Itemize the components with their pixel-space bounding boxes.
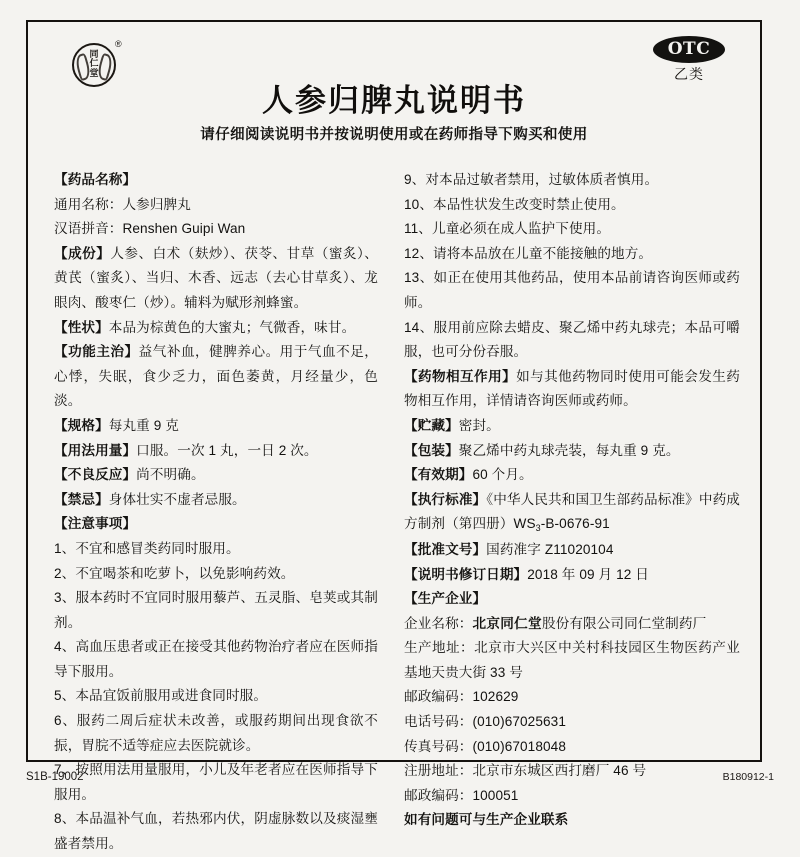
logo-char-3: 堂 [89, 68, 99, 79]
section-label: 【用法用量】 [54, 442, 137, 458]
footer-left-code: S1B-19002 [26, 771, 84, 783]
section-text: 通用名称：人参归脾丸 [54, 196, 191, 212]
otc-category-label: 乙类 [674, 66, 704, 82]
leaflet-line [404, 193, 740, 218]
footer-right-code: B180912-1 [722, 771, 774, 783]
section-text: 口服。一次 1 丸，一日 2 次。 [136, 442, 318, 458]
section-text: 密封。 [458, 417, 500, 433]
section-label: 【批准文号】 [404, 541, 487, 557]
section-text: 4、高血压患者或正在接受其他药物治疗者应在医师指导下服用。 [54, 639, 378, 679]
manufacturer-detail-row [404, 710, 740, 735]
manufacturer-detail-value: (010)67018048 [472, 738, 566, 754]
section-text: 益气补血，健脾养心。用于气血不足，心悸，失眠，食少乏力，面色萎黄，月经量少，色淡。 [54, 344, 379, 409]
leaflet-line [404, 414, 740, 439]
section-text: 12、请将本品放在儿童不能接触的地方。 [404, 245, 653, 261]
leaflet-line [54, 635, 378, 684]
manufacturer-detail-row [404, 784, 740, 809]
leaflet-line [54, 684, 378, 709]
leaflet-line [54, 168, 378, 193]
manufacturer-detail-label: 邮政编码： [404, 689, 473, 705]
logo-circle-icon [72, 43, 116, 87]
section-label: 【功能主治】 [54, 344, 139, 360]
section-text: 尚不明确。 [136, 467, 205, 483]
leaflet-line [54, 316, 378, 341]
manufacturer-brand: 北京同仁堂 [472, 615, 542, 632]
section-text: 身体壮实不虚者忌服。 [108, 491, 246, 507]
leaflet-line [54, 586, 378, 635]
section-label: 【成份】 [54, 245, 111, 261]
section-label: 【贮藏】 [404, 417, 459, 433]
document-header [28, 22, 760, 168]
section-text: 2018 年 09 月 12 日 [527, 566, 649, 582]
tongrentang-logo [72, 40, 130, 90]
leaflet-line [404, 365, 740, 414]
leaflet-line [404, 488, 740, 538]
manufacturer-name-line [404, 612, 740, 637]
leaflet-line [54, 463, 378, 488]
manufacturer-detail-value: 100051 [472, 787, 519, 803]
section-label: 【说明书修订日期】 [404, 566, 528, 582]
section-label: 【药品名称】 [54, 172, 137, 187]
section-text: 5、本品宜饭前服用或进食同时服。 [54, 688, 268, 704]
section-text: 14、服用前应除去蜡皮、聚乙烯中药丸球壳；本品可嚼服，也可分份吞服。 [404, 319, 740, 360]
leaflet-line [404, 538, 740, 563]
footer-codes [26, 768, 774, 786]
leaflet-line [54, 340, 378, 414]
otc-badge: OTC [653, 36, 725, 63]
standard-code-text: 《中华人民共和国卫生部药品标准》中药成方制剂（第四册）$WS_3-B-0676-91$ [404, 491, 740, 534]
logo-char-1: 同 [89, 49, 99, 60]
section-text: 13、如正在使用其他药品，使用本品前请咨询医师或药师。 [404, 270, 740, 310]
section-text: 如与其他药物同时使用可能会发生药物相互作用，详情请咨询医师或药师。 [404, 368, 740, 409]
leaflet-line [404, 266, 740, 315]
leaflet-line [54, 512, 378, 537]
section-text: 汉语拼音：Renshen Guipi Wan [54, 221, 246, 237]
manufacturer-detail-label: 生产地址： [404, 640, 475, 656]
manufacturer-detail-row [404, 735, 740, 760]
leaflet-line [404, 316, 740, 365]
section-text: 每丸重 9 克 [108, 417, 179, 433]
section-text: 3、服本药时不宜同时服用藜芦、五灵脂、皂荚或其制剂。 [54, 590, 378, 630]
section-label: 【包装】 [404, 442, 459, 458]
leaflet-line [404, 587, 740, 612]
manufacturer-detail-label: 邮政编码： [404, 787, 473, 803]
logo-characters [74, 45, 114, 85]
section-text: 10、本品性状发生改变时禁止使用。 [404, 196, 625, 212]
logo-char-2: 仁 [89, 59, 99, 70]
leaflet-line [404, 242, 740, 267]
leaflet-line [54, 537, 378, 562]
section-text: 人参、白术（麸炒）、茯苓、甘草（蜜炙）、黄芪（蜜炙）、当归、木香、远志（去心甘草炙）、龙眼肉、酸枣仁（炒）。辅料为赋形剂蜂蜜。 [54, 245, 379, 310]
leaflet-line [404, 168, 740, 193]
section-label: 【不良反应】 [54, 467, 137, 483]
section-label: 【有效期】 [404, 467, 473, 483]
manufacturer-detail-value: 102629 [472, 689, 519, 705]
section-text: 聚乙烯中药丸球壳装，每丸重 9 克。 [458, 442, 680, 458]
otc-marker [646, 36, 732, 82]
manufacturer-detail-label: 传真号码： [404, 738, 473, 754]
leaflet-line [404, 217, 740, 242]
section-text: 2、不宜喝茶和吃萝卜，以免影响药效。 [54, 565, 295, 581]
manufacturer-contact-note: 如有问题可与生产企业联系 [404, 812, 569, 828]
registered-trademark-icon: ® [115, 39, 122, 49]
manufacturer-detail-label: 注册地址： [404, 763, 473, 779]
section-label: 【规格】 [54, 417, 109, 433]
leaflet-line [54, 217, 378, 242]
manufacturer-name-rest: 股份有限公司同仁堂制药厂 [541, 615, 707, 631]
section-text: 国药准字 Z11020104 [486, 541, 614, 557]
section-text: 9、对本品过敏者禁用，过敏体质者慎用。 [404, 172, 659, 187]
section-text: 本品为棕黄色的大蜜丸；气微香，味甘。 [108, 319, 356, 335]
leaflet-line [54, 242, 378, 316]
section-text: 7、按照用法用量服用，小儿及年老者应在医师指导下服用。 [54, 762, 378, 802]
standard-code-subscript: 3 [535, 523, 541, 534]
leaflet-line [54, 562, 378, 587]
section-text: 11、儿童必须在成人监护下使用。 [404, 221, 611, 237]
section-label: 【性状】 [54, 319, 109, 335]
manufacturer-name-label: 企业名称： [404, 615, 473, 631]
manufacturer-detail-label: 电话号码： [404, 714, 473, 730]
section-text: 60 个月。 [472, 467, 533, 483]
section-label: 【生产企业】 [404, 591, 487, 607]
manufacturer-detail-row [404, 685, 740, 710]
leaflet-line [54, 439, 378, 464]
leaflet-line [404, 563, 740, 588]
leaflet-line [404, 439, 740, 464]
leaflet-line [54, 709, 378, 758]
section-text: 6、服药二周后症状未改善，或服药期间出现食欲不振，胃脘不适等症应去医院就诊。 [54, 713, 378, 753]
page-subtitle: 请仔细阅读说明书并按说明使用或在药师指导下购买和使用 [200, 127, 588, 143]
page-title: 人参归脾丸说明书 [262, 83, 526, 119]
manufacturer-detail-value: 北京市东城区西打磨厂 46 号 [472, 763, 647, 779]
section-label: 【执行标准】 [404, 491, 487, 507]
section-label: 【注意事项】 [54, 516, 137, 532]
section-label: 【禁忌】 [54, 491, 109, 507]
manufacturer-detail-row [404, 636, 740, 685]
manufacturer-detail-value: 北京市大兴区中关村科技园区生物医药产业基地天贵大街 33 号 [404, 640, 741, 680]
manufacturer-detail-value: (010)67025631 [472, 714, 566, 730]
section-text: 1、不宜和感冒类药同时服用。 [54, 540, 240, 556]
section-text: 8、本品温补气血，若热邪内伏，阴虚脉数以及痰湿壅盛者禁用。 [54, 811, 378, 852]
leaflet-line [404, 463, 740, 488]
leaflet-line [54, 193, 378, 218]
section-label: 【药物相互作用】 [404, 368, 517, 384]
leaflet-line [54, 414, 378, 439]
leaflet-line [54, 488, 378, 513]
leaflet-line [54, 807, 378, 856]
